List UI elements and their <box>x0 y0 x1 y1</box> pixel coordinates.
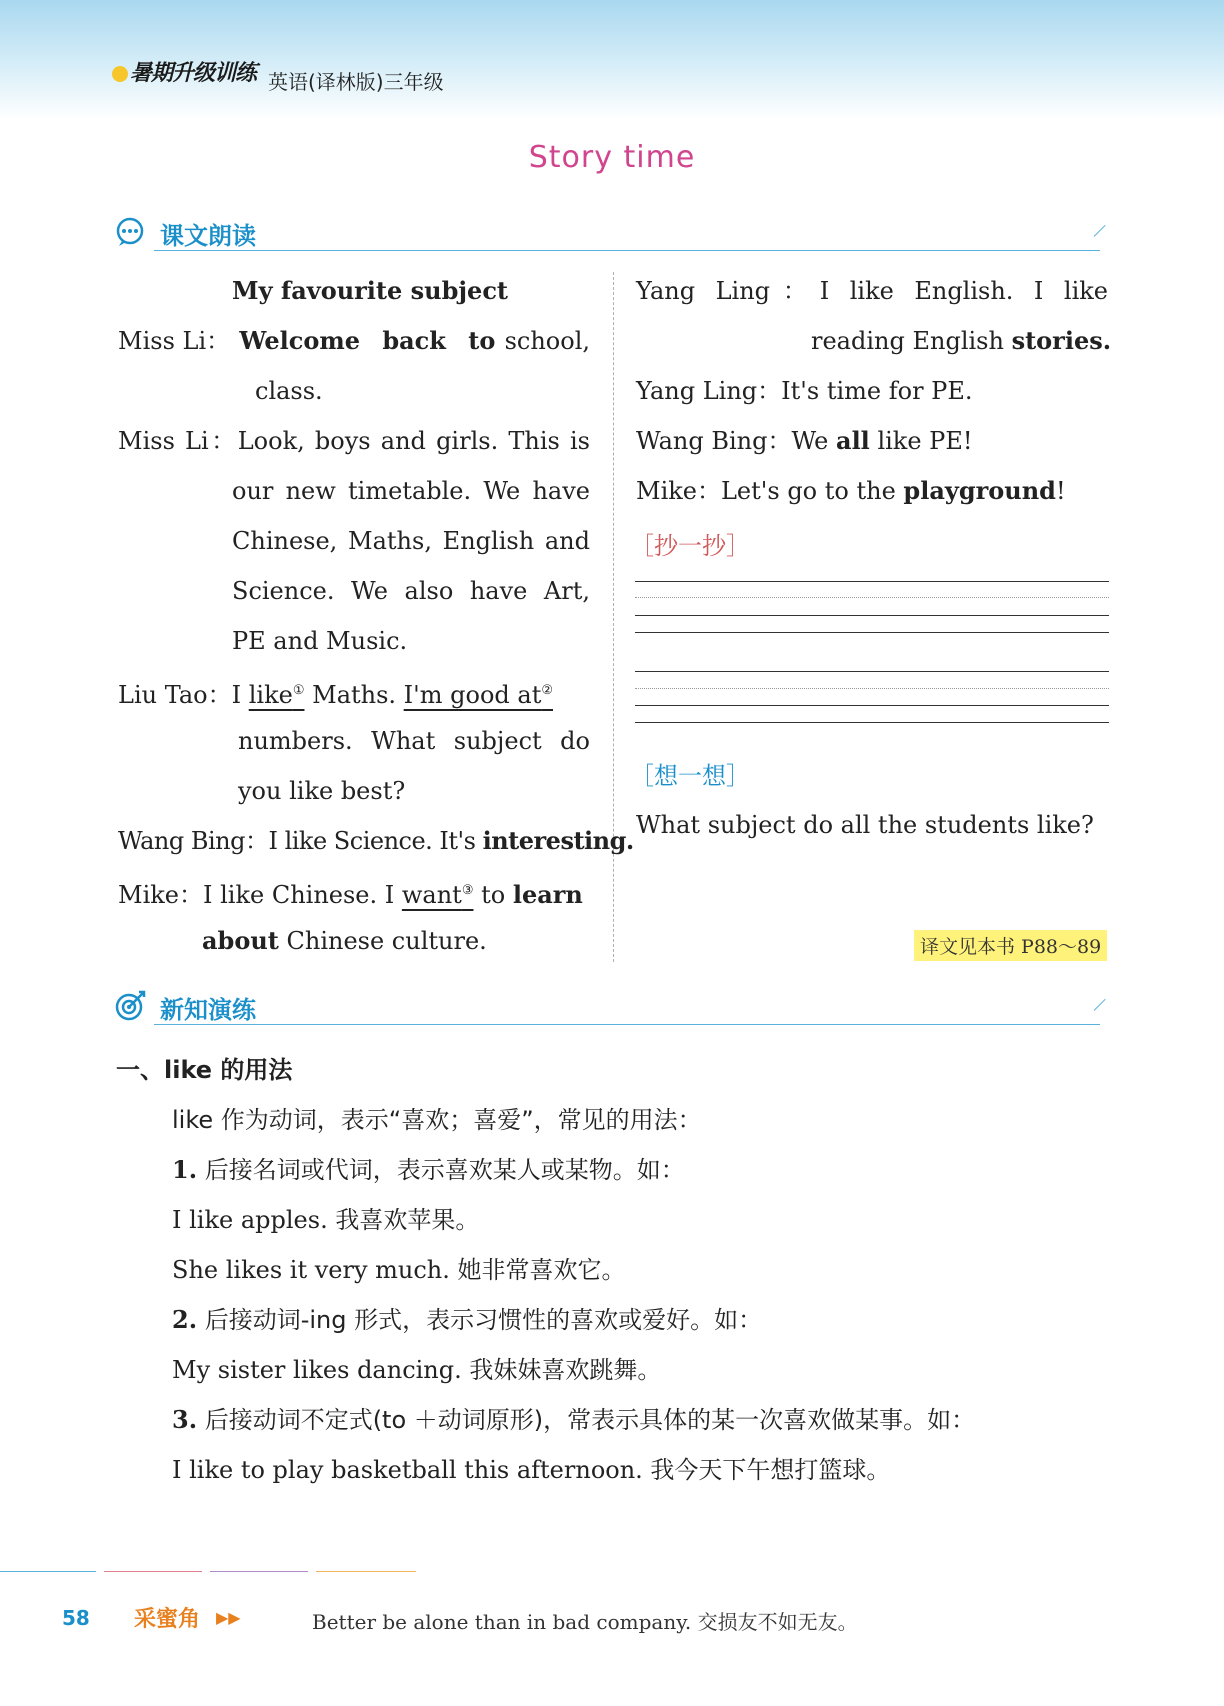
section-header-practice <box>114 988 1110 1028</box>
writing-line <box>635 722 1109 723</box>
writing-line <box>635 671 1109 672</box>
story-line: Chinese, Maths, English and <box>232 527 590 555</box>
footer-rule <box>316 1571 416 1572</box>
footer-rule <box>0 1571 96 1572</box>
story-line: Liu Tao：I like① Maths. I'm good at② <box>118 681 553 709</box>
grammar-example: My sister likes dancing. 我妹妹喜欢跳舞。 <box>172 1356 662 1384</box>
story-line: Miss Li：Look, boys and girls. This is <box>118 427 590 455</box>
page-number: 58 <box>62 1606 90 1630</box>
story-line: Wang Bing：We all like PE! <box>636 426 973 455</box>
story-line: Mike：Let's go to the playground! <box>636 476 1066 505</box>
story-line: you like best? <box>238 777 406 805</box>
book-title: 英语(译林版)三年级 <box>268 70 444 94</box>
section-label: 新知演练 <box>160 996 256 1024</box>
story-line: about Chinese culture. <box>202 926 487 955</box>
brand-text: 暑期升级训练 <box>130 61 257 86</box>
grammar-example: She likes it very much. 她非常喜欢它。 <box>172 1256 626 1284</box>
section-rule <box>154 250 1100 251</box>
corner-label: 采蜜角 <box>134 1607 201 1632</box>
story-line: Science. We also have Art, <box>232 577 590 605</box>
brand-logo <box>112 56 256 87</box>
writing-line-dotted <box>635 688 1109 689</box>
grammar-example: I like apples. 我喜欢苹果。 <box>172 1206 480 1234</box>
grammar-point: 3. 后接动词不定式(to ＋动词原形)，常表示具体的某一次喜欢做某事。如： <box>172 1405 976 1434</box>
translation-note: 译文见本书 P88～89 <box>914 930 1107 961</box>
grammar-heading: 一、like 的用法 <box>116 1056 293 1084</box>
writing-line <box>635 581 1109 582</box>
think-label: ［想一想］ <box>630 762 750 790</box>
story-line: our new timetable. We have <box>232 477 590 505</box>
double-arrow-icon: ▶▶ <box>216 1608 241 1627</box>
think-question: What subject do all the students like? <box>636 811 1094 839</box>
footer-rule <box>104 1571 202 1572</box>
section-label: 课文朗读 <box>160 222 256 250</box>
grammar-point: 1. 后接名词或代词，表示喜欢某人或某物。如： <box>172 1155 685 1184</box>
section-rule <box>154 1024 1100 1025</box>
proverb: Better be alone than in bad company. 交损友不如无友。 <box>312 1610 858 1634</box>
section-rule-end <box>1094 999 1106 1011</box>
sun-icon <box>112 66 128 82</box>
story-line: numbers. What subject do <box>238 727 590 755</box>
target-icon <box>114 990 146 1022</box>
story-line: Mike：I like Chinese. I want③ to learn <box>118 880 583 909</box>
writing-line <box>635 615 1109 616</box>
section-rule-end <box>1094 225 1106 237</box>
page-title: Story time <box>528 140 696 175</box>
story-line: Yang Ling：It's time for PE. <box>636 377 973 405</box>
story-line: Yang Ling：I like English. I like <box>636 277 1108 305</box>
speech-bubble-icon <box>114 216 146 248</box>
copy-label: ［抄一抄］ <box>630 532 750 560</box>
story-line: PE and Music. <box>232 627 408 655</box>
writing-line <box>635 705 1109 706</box>
writing-line <box>635 632 1109 633</box>
story-line: class. <box>255 377 323 405</box>
footer-rule <box>210 1571 308 1572</box>
grammar-example: I like to play basketball this afternoon. 我今天下午想打篮球。 <box>172 1456 891 1484</box>
writing-line-dotted <box>635 597 1109 598</box>
story-line: Miss Li： Welcome back to school, <box>118 326 590 355</box>
section-header-reading <box>114 214 1110 254</box>
story-title: My favourite subject <box>232 276 509 305</box>
grammar-intro: like 作为动词，表示“喜欢；喜爱”，常见的用法： <box>172 1106 702 1134</box>
story-line: reading English stories. <box>811 326 1112 355</box>
grammar-point: 2. 后接动词-ing 形式，表示习惯性的喜欢或爱好。如： <box>172 1305 763 1334</box>
story-line: Wang Bing：I like Science. It's interesting. <box>118 826 634 855</box>
